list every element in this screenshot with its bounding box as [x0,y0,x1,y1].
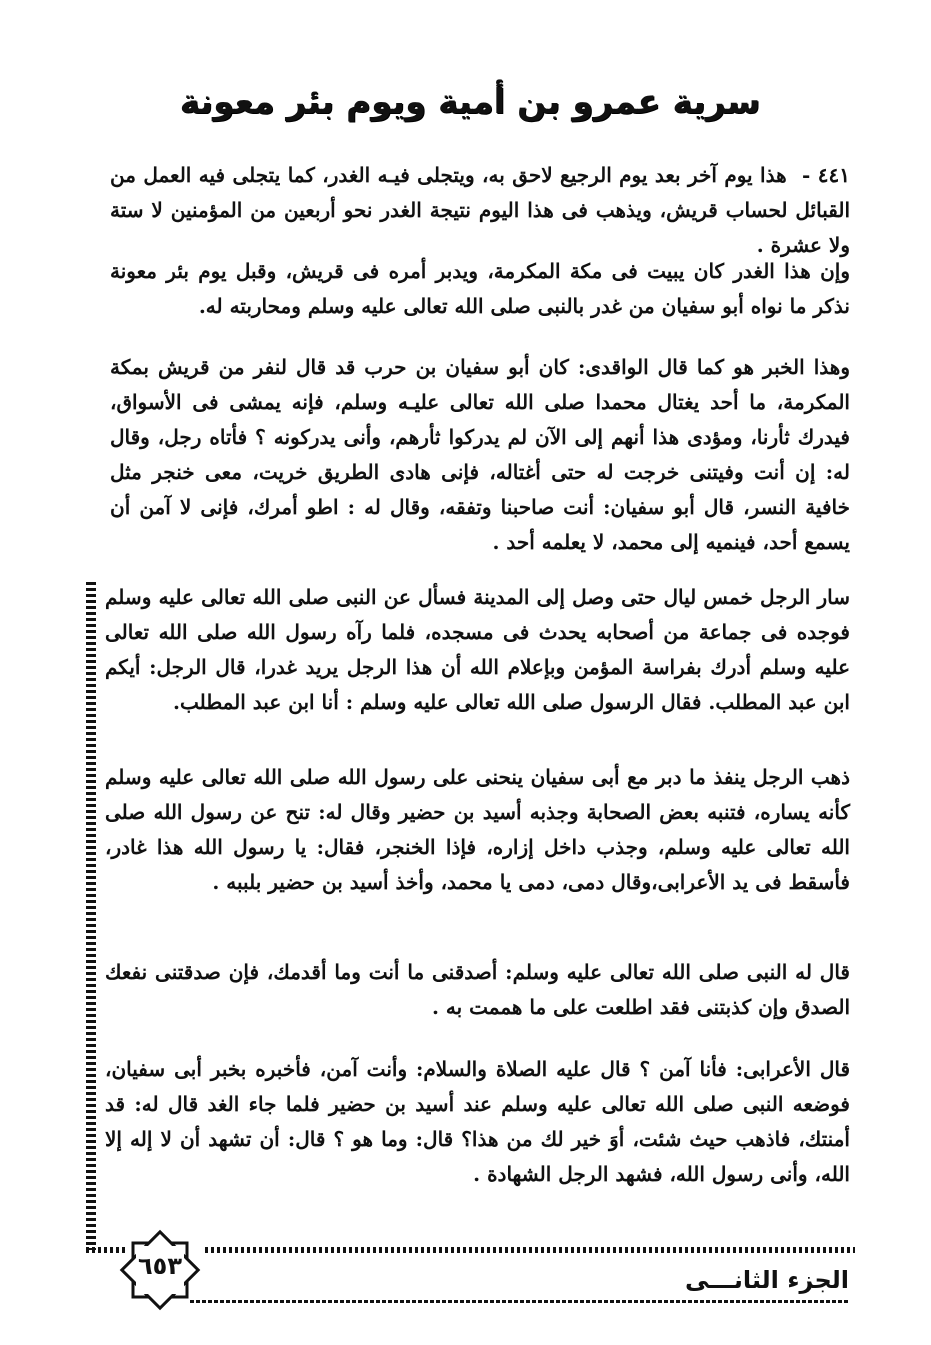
decorative-border-bottom [205,1247,855,1253]
decorative-border-left [86,582,96,1250]
page-number: ٦٥٣ [138,1252,182,1280]
paragraph-7: قال الأعرابى: فأنا آمن ؟ قال عليه الصلاة والسلام: وأنت آمن، فأخبره بخبر أبى سفيان، فوضعه النبى صلى الله تعالى عليه وسلم عند أسيد بن حضير فلما جاء الغد قال له: قد أمنتك، فاذهب حيث شئت، أوَ خير لك من هذا؟ قال: وما هو ؟ قال: أن تشهد أن لا إله إلا الله، وأنى رسول الله، فشهد الرجل الشهادة . [105,1057,850,1186]
page-title: سرية عمرو بن أمية ويوم بئر معونة [179,82,761,122]
paragraph-4: سار الرجل خمس ليال حتى وصل إلى المدينة فسأل عن النبى صلى الله تعالى عليه وسلم فوجده فى جماعة من أصحابه يحدث فى مسجده، فلما رآه رسول الله صلى الله تعالى عليه وسلم أدرك بفراسة المؤمن وبإعلام الله أن هذا الرجل يريد غدرا، قال الرجل: أيكم ابن عبد المطلب. فقال الرسول صلى الله تعالى عليه وسلم : أنا ابن عبد المطلب. [105,585,850,714]
footer-divider [190,1300,850,1303]
paragraph-6: قال له النبى صلى الله تعالى عليه وسلم: أصدقنى ما أنت وما أقدمك، فإن صدقتنى نفعك الصدق وإن كذبتنى فقد اطلعت على ما هممت به . [105,960,850,1019]
paragraph-2: وإن هذا الغدر كان يبيت فى مكة المكرمة، ويدبر أمره فى قريش، وقبل يوم بئر معونة نذكر ما نواه أبو سفيان من غدر بالنبى صلى الله تعالى عليه وسلم ومحاربته له. [110,259,850,318]
paragraph-text: هذا يوم آخر بعد يوم الرجيع لاحق به، ويتجلى فيـه الغدر، كما يتجلى فيه العمل من القبائل لحساب قريش، ويذهب فى هذا اليوم نتيجة الغدر نحو أربعين من المؤمنين لا ستة ولا عشرة . [110,163,850,257]
volume-label: الجزء الثانـــى [684,1266,849,1294]
paragraph-1 [110,158,850,263]
paragraph-5: ذهب الرجل ينفذ ما دبر مع أبى سفيان ينحنى على رسول الله صلى الله تعالى عليه وسلم كأنه يساره، فتنبه بعض الصحابة وجذبه أسيد بن حضير وقال له: تنح عن رسول الله صلى الله تعالى عليه وسلم، وجذب داخل إزاره، فإذا الخنجر، فقال: يا رسول الله هذا غادر، فأسقط فى يد الأعرابى،وقال دمى، دمى يا محمد، وأخذ أسيد بن حضير بلببه . [105,765,850,894]
paragraph-3: وهذا الخبر هو كما قال الواقدى: كان أبو سفيان بن حرب قد قال لنفر من قريش بمكة المكرمة، ما أحد يغتال محمدا صلى الله تعالى عليـه وسلم، فإنه يمشى فى الأسواق، فيدرك ثأرنا، ومؤدى هذا أنهم إلى الآن لم يدركوا ثأرهم، وأنى يدركونه ؟ فأتاه رجل، وقال له: إن أنت وفيتنى خرجت له حتى أغتاله، فإنى هادى الطريق خريت، معى خنجر مثل خافية النسر، قال أبو سفيان: أنت صاحبنا وتفقه، وقال له : اطو أمرك، فإنى لا آمن أن يسمع أحد، فينميه إلى محمد، لا يعلمه أحد . [110,355,850,554]
paragraph-number: ٤٤١ - [802,163,850,187]
